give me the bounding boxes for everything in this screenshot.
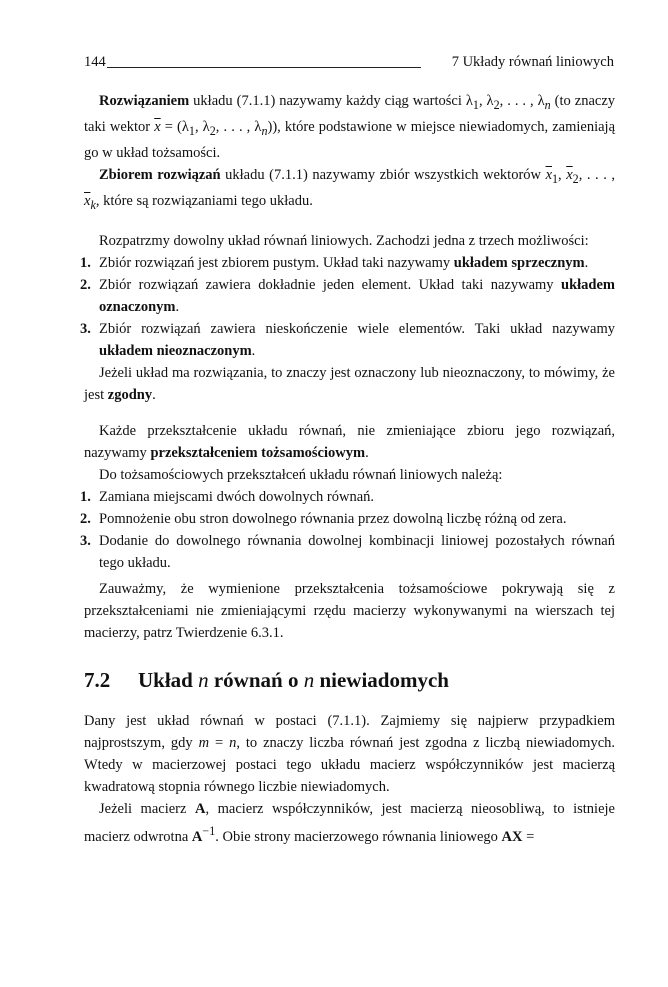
chapter-title: 7 Układy równań liniowych <box>451 54 614 70</box>
page-header <box>84 54 614 74</box>
paragraph-remark: Zauważmy, że wymienione przekształcenia tożsamościowe pokrywają się z przekształceniami nie zmieniającymi rzędu macierzy wykonywanymi na wierszach tej macierzy, patrz Twierdzenie 6.3.1. <box>84 580 615 641</box>
page-number: 144 <box>84 54 106 70</box>
list-item: 3. Zbiór rozwiązań zawiera nieskończenie wiele elementów. Taki układ nazywamy układem nieoznaczonym. <box>80 320 615 359</box>
paragraph-possibilities: Rozpatrzmy dowolny układ równań liniowych. Zachodzi jedna z trzech możliwości: <box>99 232 589 249</box>
paragraph-transforms-intro: Do tożsamościowych przekształceń układu równań liniowych należą: <box>99 466 503 483</box>
page-body <box>80 90 616 847</box>
paragraph-consistent: Jeżeli układ ma rozwiązania, to znaczy jest oznaczony lub nieoznaczony, to mówimy, że jest zgodny. <box>84 364 615 403</box>
list-item: 1. Zbiór rozwiązań jest zbiorem pustym. Układ taki nazywamy układem sprzecznym. <box>80 254 589 271</box>
list-item: 3. Dodanie do dowolnego równania dowolnej kombinacji liniowej pozostałych równań tego układu. <box>80 532 615 571</box>
paragraph-identity-transform: Każde przekształcenie układu równań, nie zmieniające zbioru jego rozwiązań, nazywamy przekształceniem tożsamościowym. <box>84 422 615 461</box>
list-item: 2. Zbiór rozwiązań zawiera dokładnie jeden element. Układ taki nazywamy układem oznaczonym. <box>80 276 615 315</box>
possibilities-list <box>80 252 615 362</box>
definition-solution-set: Zbiorem rozwiązań układu (7.1.1) nazywamy zbiór wszystkich wektorów $\overline{x}_1$, $\overline{x}_2$, . . . , $\overline{x}_k$, które są rozwiązaniami tego układu. <box>84 166 616 212</box>
paragraph-inverse: Jeżeli macierz A, macierz współczynników, jest macierzą nieosobliwą, to istnieje macierz odwrotna $A^{-1}$. Obie strony macierzowego równania liniowego AX = <box>84 800 615 845</box>
list-item: 1. Zamiana miejscami dwóch dowolnych równań. <box>80 488 375 505</box>
header-rule <box>107 67 421 68</box>
transforms-list <box>80 486 615 574</box>
definition-solution: Rozwiązaniem układu (7.1.1) nazywamy każdy ciąg wartości $\lambda_1$, $\lambda_2$, . . . , $\lambda_n$ (to znaczy taki wektor $\overline{x} = (\lambda_1$, $\lambda_2$, . . . , $\lambda_n$)), które podstawione w miejsce niewiadomych, zamieniają go w układ tożsamości. <box>84 93 616 161</box>
paragraph-n-by-n: Dany jest układ równań w postaci (7.1.1). Zajmiemy się najpierw przypadkiem najprostszym, gdy m = n, to znaczy liczba równań jest zgodna z liczbą niewiadomych. Wtedy w macierzowej postaci tego układu macierz współczynników jest macierzą kwadratową stopnia równego liczbie niewiadomych. <box>84 712 615 795</box>
section-heading: 7.2 Układ n równań o n niewiadomych <box>84 667 449 692</box>
list-item: 2. Pomnożenie obu stron dowolnego równania przez dowolną liczbę różną od zera. <box>80 510 567 527</box>
